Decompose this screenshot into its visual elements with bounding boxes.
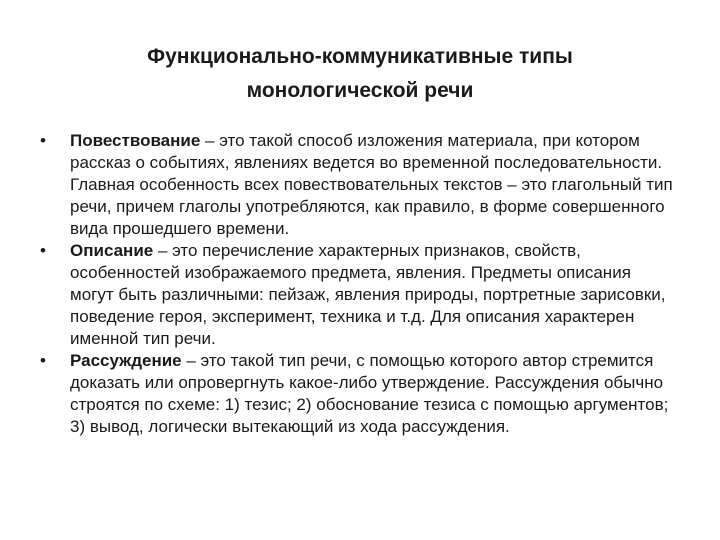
list-item-description (36, 240, 676, 350)
definition-reasoning: – это такой тип речи, с помощью которого автор стремится доказать или опровергнуть какое-либо утверждение. Рассуждения обычно строятся по схеме: 1) тезис; 2) обоснование тезиса с помощью аргументов; 3) вывод, логически вытекающий из хода рассуждения. (70, 351, 669, 436)
slide-title (60, 40, 660, 108)
term-reasoning: Рассуждение (70, 351, 182, 370)
bullet-icon: • (40, 351, 46, 370)
bullet-icon: • (40, 241, 46, 260)
definition-description: – это перечисление характерных признаков, свойств, особенностей изображаемого предмета, явления. Предметы описания могут быть различными: пейзаж, явления природы, портретные зарисовки, поведение героя, эксперимент, техника и т.д. Для описания характерен именной тип речи. (70, 241, 666, 348)
bullet-list (36, 130, 676, 438)
list-item-narration (36, 130, 676, 240)
term-narration: Повествование (70, 131, 201, 150)
term-description: Описание (70, 241, 154, 260)
bullet-icon: • (40, 131, 46, 150)
list-item-reasoning (36, 350, 676, 438)
slide-title-line-2: монологической речи (246, 79, 474, 102)
definition-narration: – это такой способ изложения материала, при котором рассказ о событиях, явлениях ведется во временной последовательности. Главная особенность всех повествовательных текстов – это глагольный тип речи, причем глаголы употребляются, как правило, в форме совершенного вида прошедшего времени. (70, 131, 673, 238)
slide-title-line-1: Функционально-коммуникативные типы (147, 45, 573, 68)
